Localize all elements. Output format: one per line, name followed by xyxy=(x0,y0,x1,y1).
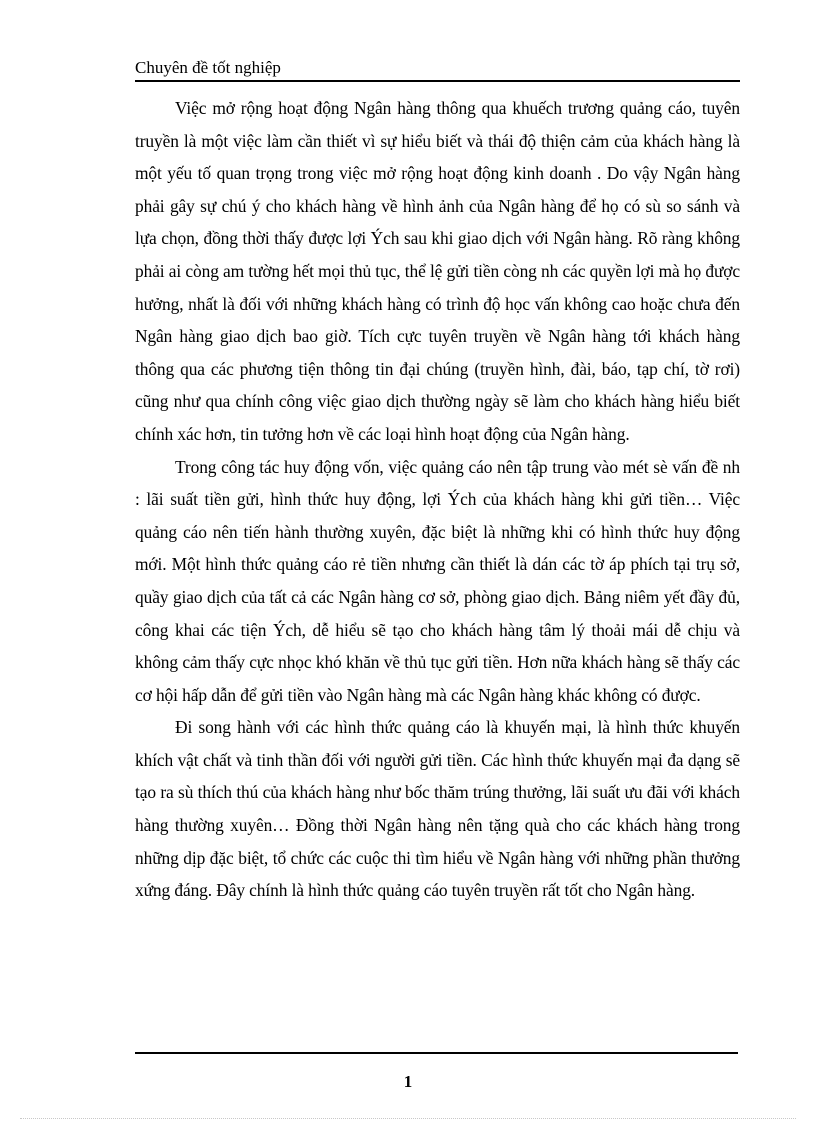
paragraph-capital-mobilization: Trong công tác huy động vốn, việc quảng cáo nên tập trung vào mét sè vấn đề nh : lãi suất tiền gửi, hình thức huy động, lợi Ých của khách hàng khi gửi tiền… Việc quảng cáo nên tiến hành thường xuyên, đặc biệt là những khi có hình thức huy động mới. Một hình thức quảng cáo rẻ tiền nhưng cần thiết là dán các tờ áp phích tại trụ sở, quầy giao dịch của tất cả các Ngân hàng cơ sở, phòng giao dịch. Bảng niêm yết đầy đủ, công khai các tiện Ých, dễ hiểu sẽ tạo cho khách hàng tâm lý thoải mái dễ chịu và không cảm thấy cực nhọc khó khăn về thủ tục gửi tiền. Hơn nữa khách hàng sẽ thấy các cơ hội hấp dẫn để gửi tiền vào Ngân hàng mà các Ngân hàng khác không có được. xyxy=(135,456,740,705)
header-title: Chuyên đề tốt nghiệp xyxy=(135,58,281,77)
page-bottom-edge xyxy=(20,1118,796,1119)
paragraph-promotion: Đi song hành với các hình thức quảng cáo là khuyến mại, là hình thức khuyến khích vật chất và tinh thần đối với người gửi tiền. Các hình thức khuyến mại đa dạng sẽ tạo ra sù thích thú của khách hàng như bốc thăm trúng thưởng, lãi suất ưu đãi với khách hàng thường xuyên… Đồng thời Ngân hàng nên tặng quà cho các khách hàng trong những dịp đặc biệt, tổ chức các cuộc thi tìm hiểu về Ngân hàng với những phần thưởng xứng đáng. Đây chính là hình thức quảng cáo tuyên truyền rất tốt cho Ngân hàng. xyxy=(135,717,740,901)
page-number: 1 xyxy=(403,1072,413,1091)
page-header xyxy=(135,58,740,82)
paragraph-advertising: Việc mở rộng hoạt động Ngân hàng thông qua khuếch trương quảng cáo, tuyên truyền là một việc làm cần thiết vì sự hiểu biết và thái độ thiện cảm của khách hàng là một yếu tố quan trọng trong việc mở rộng hoạt động kinh doanh . Do vậy Ngân hàng phải gây sự chú ý cho khách hàng về hình ảnh của Ngân hàng để họ có sù so sánh và lựa chọn, đồng thời thấy được lợi Ých sau khi giao dịch với Ngân hàng. Rõ ràng không phải ai còng am tường hết mọi thủ tục, thể lệ gửi tiền còng nh các quyền lợi mà họ được hưởng, nhất là đối với những khách hàng có trình độ học vấn không cao hoặc chưa đến Ngân hàng giao dịch bao giờ. Tích cực tuyên truyền về Ngân hàng tới khách hàng thông qua các phương tiện thông tin đại chúng (truyền hình, đài, báo, tạp chí, tờ rơi) cũng như qua chính công việc giao dịch thường ngày sẽ làm cho khách hàng hiểu biết chính xác hơn, tin tưởng hơn về các loại hình hoạt động của Ngân hàng. xyxy=(135,98,740,444)
footer-divider xyxy=(135,1052,738,1054)
document-body xyxy=(135,92,740,907)
